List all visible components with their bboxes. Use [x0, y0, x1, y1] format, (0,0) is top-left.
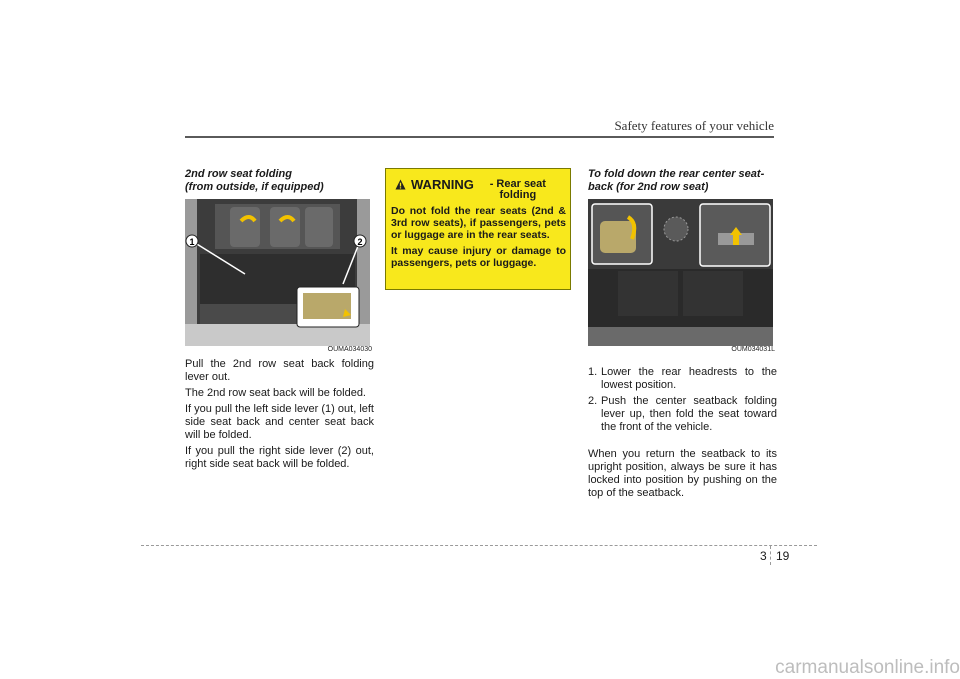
warning-label: WARNING: [411, 177, 474, 192]
right-image-code-box: [588, 346, 777, 358]
step-1-number: 1.: [588, 366, 598, 378]
right-heading: [588, 168, 777, 194]
step-2-text: Push the center seatback folding lever up, then fold the seat toward the front of the vehicle.: [601, 395, 777, 433]
step-2: [588, 395, 777, 434]
warning-paragraph-1: Do not fold the rear seats (2nd & 3rd row seats), if passengers, pets or luggage are in the rear seats.: [391, 205, 566, 241]
watermark: carmanualsonline.info: [775, 657, 960, 678]
middle-column: [385, 168, 574, 290]
warning-paragraph-2: It may cause injury or damage to passengers, pets or luggage.: [391, 245, 566, 269]
page-number: 19: [776, 549, 790, 563]
rear-seat-illustration: [588, 199, 773, 346]
step-2-number: 2.: [588, 395, 598, 407]
rear-seat-photo: [588, 199, 773, 346]
left-heading: [185, 168, 374, 194]
left-paragraph-4: If you pull the right side lever (2) out, right side seat back will be folded.: [185, 445, 374, 470]
page-divider: [770, 546, 771, 565]
left-column: [185, 168, 374, 474]
right-image-code: OUM034031L: [731, 346, 775, 353]
callout-1: 1: [189, 237, 195, 247]
callout-2: 2: [357, 237, 363, 247]
right-column: [588, 168, 777, 503]
left-image-code-box: [185, 346, 374, 358]
left-heading-line2: (from outside, if equipped): [185, 181, 324, 193]
left-image-code: OUMA034030: [327, 346, 372, 353]
left-paragraph-2: The 2nd row seat back will be folded.: [185, 387, 366, 399]
left-heading-line1: 2nd row seat folding: [185, 168, 292, 180]
footer-rule: [141, 545, 817, 546]
left-paragraph-1: Pull the 2nd row seat back folding lever out.: [185, 358, 374, 383]
warning-triangle-icon: [395, 179, 406, 190]
step-1-text: Lower the rear headrests to the lowest position.: [601, 366, 777, 391]
chapter-number: 3: [760, 549, 767, 563]
step-1: [588, 366, 777, 392]
warning-header: [395, 177, 566, 201]
section-title: Safety features of your vehicle: [614, 118, 774, 133]
cargo-photo: [185, 199, 370, 346]
right-heading-line2: back (for 2nd row seat): [588, 181, 709, 193]
right-heading-line1: To fold down the rear center seat-: [588, 168, 765, 180]
left-paragraph-3: If you pull the left side lever (1) out, left side seat back and center seat back will be folded.: [185, 403, 374, 441]
cargo-photo-illustration: [185, 199, 370, 346]
fold-steps: [588, 366, 777, 434]
header-rule: [185, 136, 774, 138]
right-paragraph: When you return the seatback to its upright position, always be sure it has locked into position by pushing on the top of the seatback.: [588, 448, 777, 499]
warning-subtitle: - Rear seat folding: [489, 178, 546, 201]
warning-box: [385, 168, 571, 290]
